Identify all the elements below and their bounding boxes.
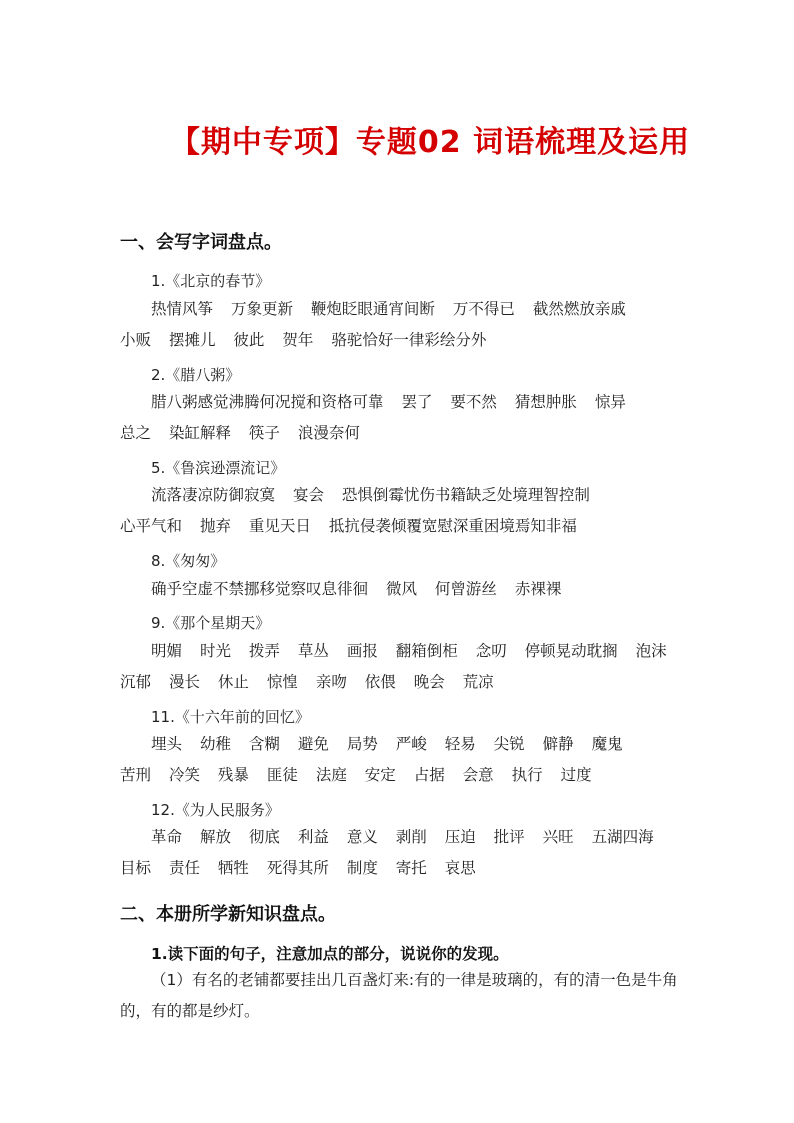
vocab-word: 制度	[346, 859, 378, 877]
vocab-word: 意义	[346, 828, 378, 846]
vocab-word: 抛弃	[199, 517, 231, 535]
vocab-word: 晚会	[413, 673, 445, 691]
vocab-word: 热情风筝	[151, 300, 214, 318]
vocab-word: 停顿晃动耽搁	[524, 642, 618, 660]
vocab-word: 目标	[120, 859, 152, 877]
lesson-label: 5.《鲁滨逊漂流记》	[151, 459, 286, 477]
vocab-word: 兴旺	[542, 828, 574, 846]
vocab-word: 小贩	[120, 331, 152, 349]
vocab-word: 休止	[217, 673, 249, 691]
vocab-word: 猜想肿胀	[514, 393, 577, 411]
vocab-word: 荒凉	[462, 673, 494, 691]
vocab-word: 革命	[151, 828, 183, 846]
vocab-word: 微风	[385, 580, 417, 598]
lesson-label: 9.《那个星期天》	[151, 614, 271, 632]
vocab-word: 宴会	[292, 486, 324, 504]
vocab-word: 念叨	[475, 642, 507, 660]
vocab-word: 轻易	[444, 735, 476, 753]
page-title: 【期中专项】专题02 词语梳理及运用	[169, 125, 691, 160]
lesson-words	[120, 294, 680, 356]
vocab-word: 牺牲	[217, 859, 249, 877]
vocab-word: 避免	[297, 735, 329, 753]
vocab-word: 局势	[346, 735, 378, 753]
vocab-word: 总之	[120, 424, 152, 442]
vocab-word: 死得其所	[266, 859, 329, 877]
section2-paragraph: （1）有名的老铺都要挂出几百盏灯来:有的一律是玻璃的，有的清一色是牛角的，有的都是纱灯。	[120, 971, 678, 1020]
vocab-word: 解放	[199, 828, 231, 846]
vocab-word: 苦刑	[120, 766, 152, 784]
vocab-word: 万不得已	[452, 300, 515, 318]
vocab-word: 魔鬼	[591, 735, 623, 753]
vocab-word: 抵抗侵袭倾覆宽慰深重困境焉知非福	[328, 517, 577, 535]
vocab-word: 翻箱倒柜	[395, 642, 458, 660]
vocab-word: 埋头	[151, 735, 183, 753]
vocab-word: 五湖四海	[591, 828, 654, 846]
lesson-words	[120, 636, 680, 698]
vocab-word: 心平气和	[120, 517, 183, 535]
vocab-word: 批评	[493, 828, 525, 846]
lesson-words	[120, 822, 680, 884]
vocab-word: 寄托	[395, 859, 427, 877]
vocab-word: 安定	[364, 766, 396, 784]
vocab-word: 浪漫奈何	[297, 424, 360, 442]
lesson-label: 12.《为人民服务》	[151, 801, 280, 819]
vocab-word: 冷笑	[168, 766, 200, 784]
vocab-word: 明媚	[151, 642, 183, 660]
section2-question: 1.读下面的句子，注意加点的部分，说说你的发现。	[151, 945, 509, 963]
vocab-word: 摆摊儿	[168, 331, 216, 349]
vocab-word: 惊异	[594, 393, 626, 411]
vocab-word: 利益	[297, 828, 329, 846]
vocab-word: 哀思	[444, 859, 476, 877]
vocab-word: 残暴	[217, 766, 249, 784]
vocab-word: 占据	[413, 766, 445, 784]
section1-heading: 一、会写字词盘点。	[120, 232, 282, 253]
vocab-word: 执行	[511, 766, 543, 784]
vocab-word: 严峻	[395, 735, 427, 753]
vocab-word: 截然燃放亲戚	[532, 300, 626, 318]
vocab-word: 漫长	[168, 673, 200, 691]
vocab-word: 画报	[346, 642, 378, 660]
lesson-label: 11.《十六年前的回忆》	[151, 708, 310, 726]
vocab-word: 责任	[168, 859, 200, 877]
vocab-word: 筷子	[248, 424, 280, 442]
vocab-word: 鞭炮眨眼通宵间断	[310, 300, 435, 318]
vocab-word: 重见天日	[248, 517, 311, 535]
lesson-label: 1.《北京的春节》	[151, 272, 271, 290]
lesson-label: 2.《腊八粥》	[151, 366, 241, 384]
vocab-word: 腊八粥感觉沸腾何况搅和资格可靠	[151, 393, 384, 411]
vocab-word: 流落凄凉防御寂寞	[151, 486, 276, 504]
vocab-word: 剥削	[395, 828, 427, 846]
vocab-word: 拨弄	[248, 642, 280, 660]
vocab-word: 万象更新	[230, 300, 293, 318]
lesson-words	[120, 387, 680, 449]
lesson-words	[120, 729, 680, 791]
vocab-word: 要不然	[450, 393, 497, 411]
vocab-word: 骆驼恰好一律彩绘分外	[331, 331, 487, 349]
vocab-word: 亲吻	[315, 673, 347, 691]
lesson-label: 8.《匆匆》	[151, 552, 226, 570]
vocab-word: 惊惶	[266, 673, 298, 691]
vocab-word: 罢了	[401, 393, 433, 411]
vocab-word: 幼稚	[199, 735, 231, 753]
vocab-word: 尖锐	[493, 735, 525, 753]
section2-heading: 二、本册所学新知识盘点。	[120, 904, 336, 925]
vocab-word: 压迫	[444, 828, 476, 846]
vocab-word: 依偎	[364, 673, 396, 691]
vocab-word: 何曾游丝	[434, 580, 497, 598]
vocab-word: 染缸解释	[168, 424, 231, 442]
vocab-word: 过度	[560, 766, 592, 784]
vocab-word: 匪徒	[266, 766, 298, 784]
vocab-word: 泡沫	[635, 642, 667, 660]
vocab-word: 法庭	[315, 766, 347, 784]
vocab-word: 彼此	[233, 331, 265, 349]
vocab-word: 恐惧倒霉忧伤书籍缺乏处境理智控制	[341, 486, 590, 504]
vocab-word: 含糊	[248, 735, 280, 753]
vocab-word: 彻底	[248, 828, 280, 846]
vocab-word: 僻静	[542, 735, 574, 753]
vocab-word: 时光	[199, 642, 231, 660]
lesson-words	[120, 480, 680, 542]
lesson-words	[120, 574, 680, 605]
vocab-word: 草丛	[297, 642, 329, 660]
vocab-word: 会意	[462, 766, 494, 784]
vocab-word: 沉郁	[120, 673, 152, 691]
vocab-word: 贺年	[282, 331, 314, 349]
vocab-word: 确乎空虚不禁挪移觉察叹息徘徊	[151, 580, 369, 598]
vocab-word: 赤裸裸	[514, 580, 562, 598]
